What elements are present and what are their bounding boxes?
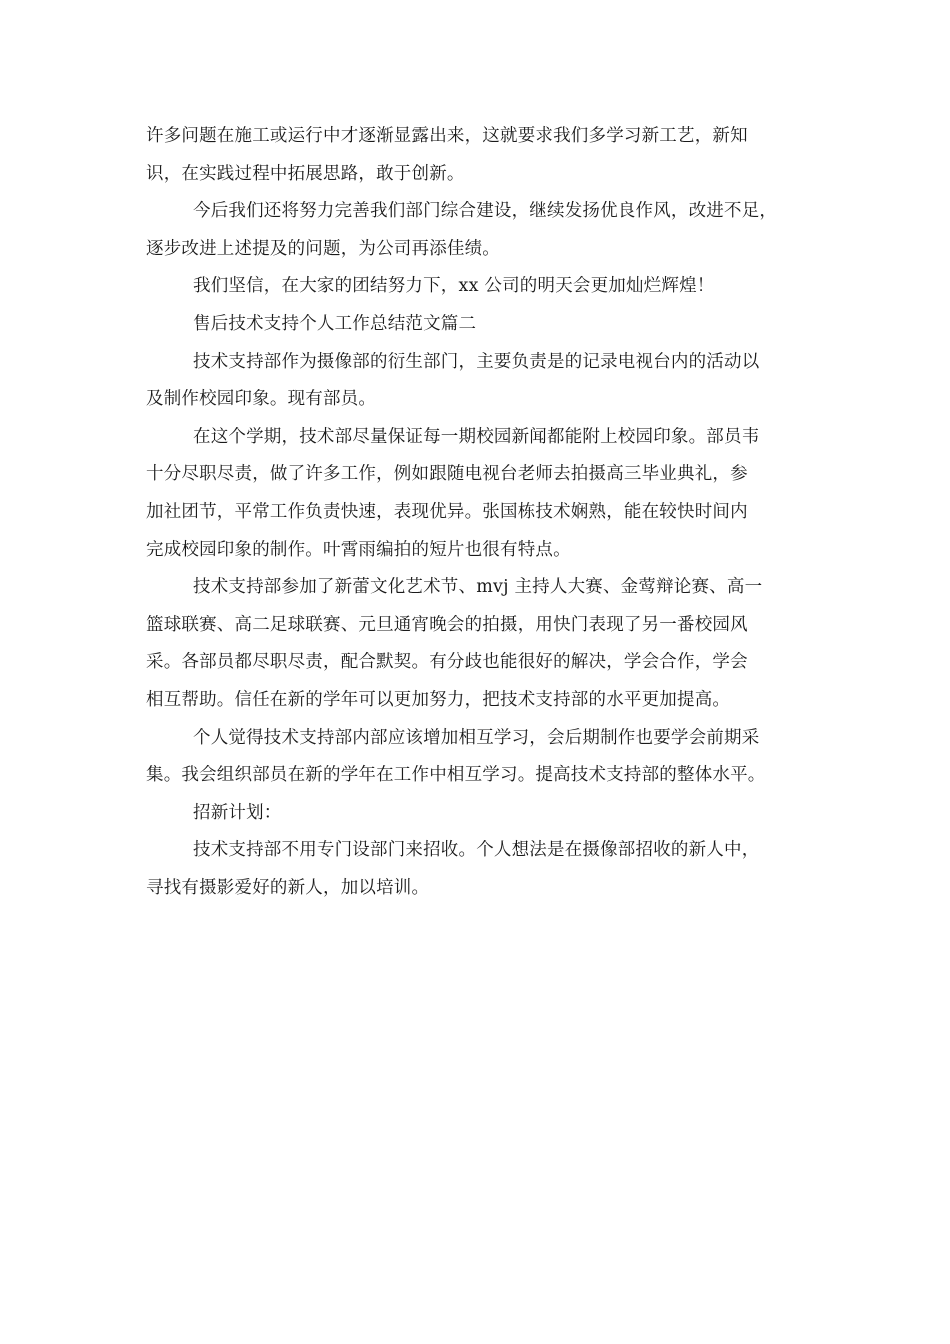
text-line: 许多问题在施工或运行中才逐渐显露出来，这就要求我们多学习新工艺，新知 bbox=[146, 126, 748, 146]
text-line: 我们坚信，在大家的团结努力下，xx 公司的明天会更加灿烂辉煌！ bbox=[193, 276, 715, 297]
text-line: 集。我会组织部员在新的学年在工作中相互学习。提高技术支持部的整体水平。 bbox=[146, 765, 766, 786]
text-line: 技术支持部不用专门设部门来招收。个人想法是在摄像部招收的新人中， bbox=[193, 840, 760, 861]
text-line: 篮球联赛、高二足球联赛、元旦通宵晚会的拍摄，用快门表现了另一番校园风 bbox=[146, 614, 748, 635]
text-line: 加社团节，平常工作负责快速，表现优异。张国栋技术娴熟，能在较快时间内 bbox=[146, 501, 748, 522]
text-line: 及制作校园印象。现有部员。 bbox=[146, 389, 377, 410]
text-line: 个人觉得技术支持部内部应该增加相互学习，会后期制作也要学会前期采 bbox=[193, 727, 760, 748]
text-line: 完成校园印象的制作。叶霄雨编拍的短片也很有特点。 bbox=[146, 539, 571, 560]
text-line: 逐步改进上述提及的问题，为公司再添佳绩。 bbox=[146, 238, 500, 259]
section-heading: 售后技术支持个人工作总结范文篇二 bbox=[193, 313, 477, 334]
document-body bbox=[146, 118, 818, 907]
text-line: 相互帮助。信任在新的学年可以更加努力，把技术支持部的水平更加提高。 bbox=[146, 689, 731, 710]
text-line: 采。各部员都尽职尽责，配合默契。有分歧也能很好的解决，学会合作，学会 bbox=[146, 652, 748, 673]
subheading: 招新计划： bbox=[193, 802, 282, 823]
text-line: 十分尽职尽责，做了许多工作，例如跟随电视台老师去拍摄高三毕业典礼，参 bbox=[146, 464, 748, 485]
text-line: 识，在实践过程中拓展思路，敢于创新。 bbox=[146, 163, 465, 184]
text-line: 在这个学期，技术部尽量保证每一期校园新闻都能附上校园印象。部员韦 bbox=[193, 426, 760, 447]
text-line: 今后我们还将努力完善我们部门综合建设，继续发扬优良作风，改进不足， bbox=[193, 201, 778, 222]
text-line: 技术支持部作为摄像部的衍生部门，主要负责是的记录电视台内的活动以 bbox=[193, 351, 760, 372]
text-line: 寻找有摄影爱好的新人，加以培训。 bbox=[146, 877, 430, 898]
text-line: 技术支持部参加了新蕾文化艺术节、mvj 主持人大赛、金莺辩论赛、高一 bbox=[193, 577, 763, 598]
